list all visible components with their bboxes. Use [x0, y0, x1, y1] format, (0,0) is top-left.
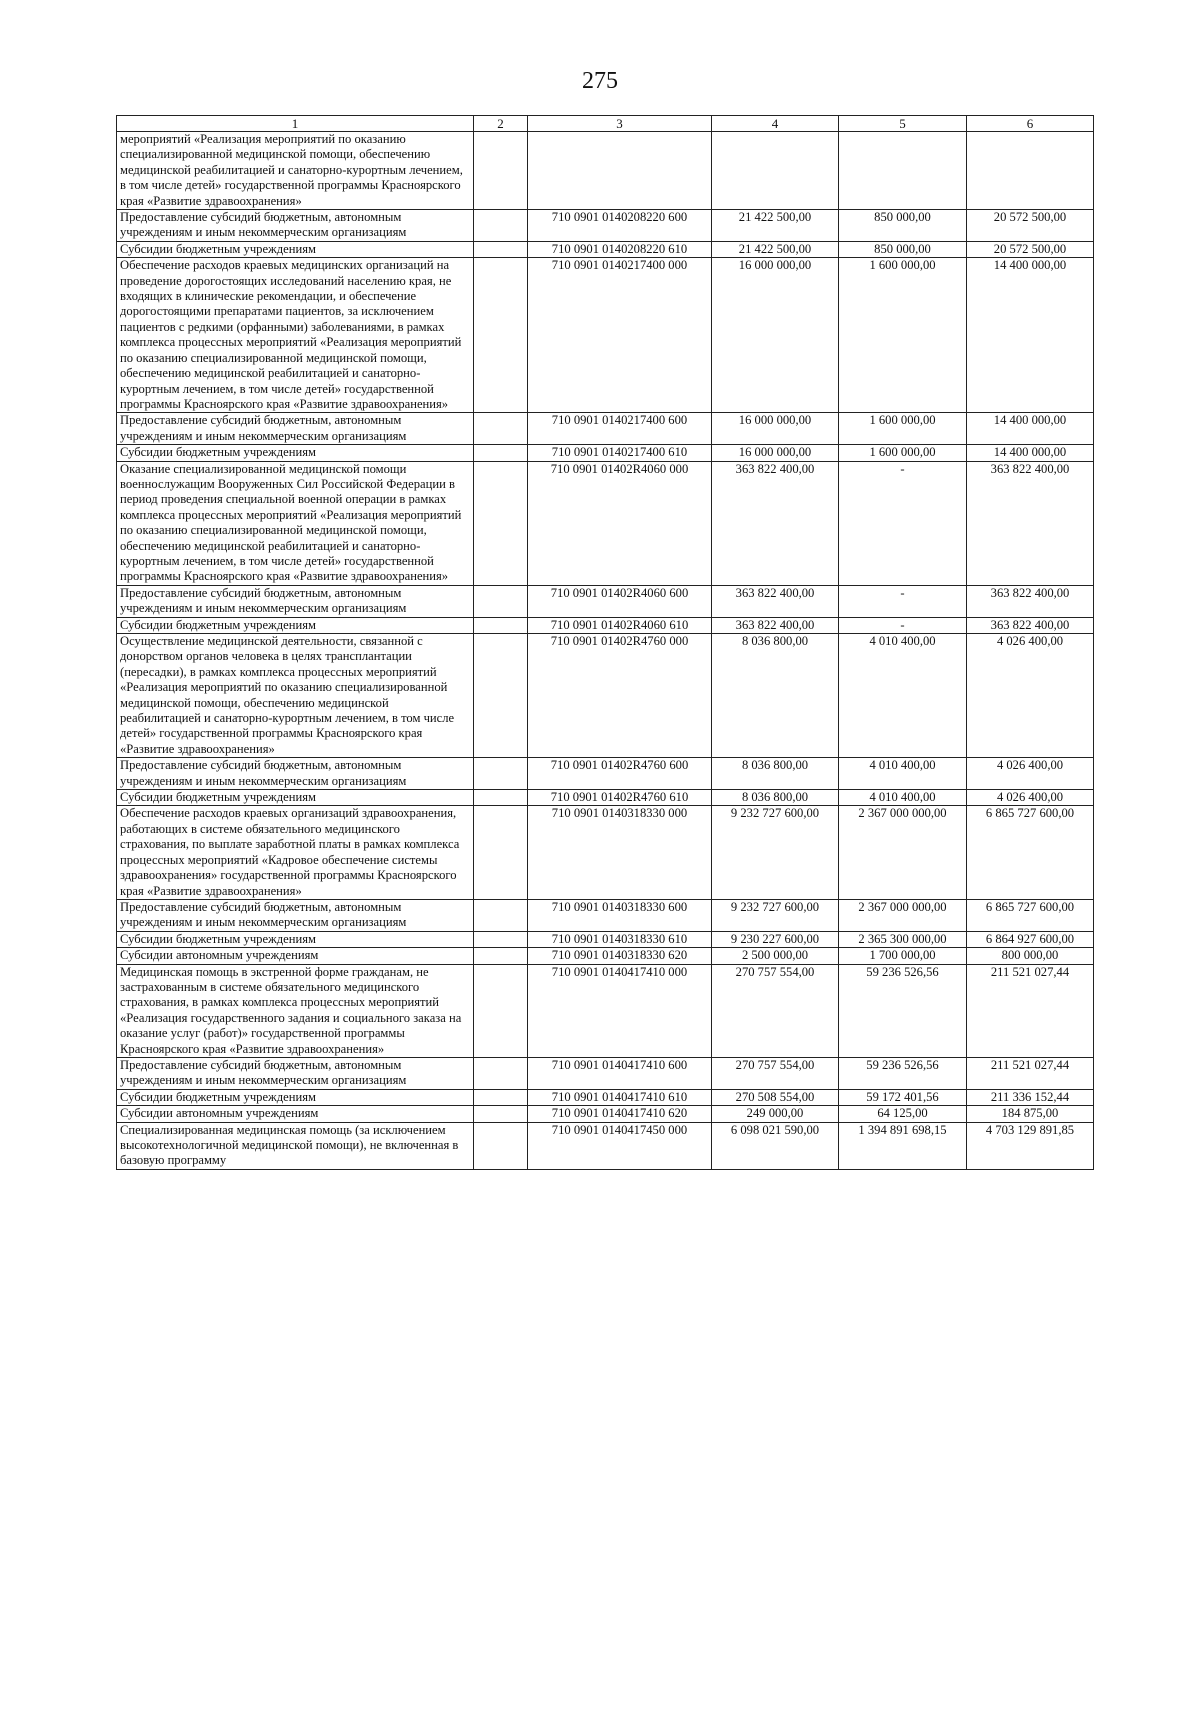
column-2-cell [474, 899, 528, 931]
table-row [117, 758, 1094, 790]
table-row [117, 1106, 1094, 1122]
table-row [117, 132, 1094, 210]
column-2-cell [474, 758, 528, 790]
column-2-cell [474, 1122, 528, 1169]
budget-code-cell: 710 0901 0140318330 610 [528, 931, 712, 947]
amount-col5-cell: 850 000,00 [839, 241, 967, 257]
column-2-cell [474, 931, 528, 947]
amount-col5-cell: 2 367 000 000,00 [839, 899, 967, 931]
budget-code-cell: 710 0901 01402R4060 610 [528, 617, 712, 633]
table-row [117, 1089, 1094, 1105]
column-2-cell [474, 258, 528, 413]
amount-col6-cell: 14 400 000,00 [967, 413, 1094, 445]
amount-col5-cell: 59 236 526,56 [839, 964, 967, 1057]
column-2-cell [474, 1057, 528, 1089]
item-name-cell: Субсидии автономным учреждениям [117, 1106, 474, 1122]
amount-col4-cell: 16 000 000,00 [712, 258, 839, 413]
budget-code-cell: 710 0901 01402R4760 610 [528, 790, 712, 806]
item-name-cell: Обеспечение расходов краевых организаций здравоохранения, работающих в системе обязательного медицинского страхования, по выплате заработной платы в рамках комплекса процессных мероприятий «Кадровое обеспечение системы здравоохранения» государственной программы Красноярского края «Развитие здравоохранения» [117, 806, 474, 899]
amount-col4-cell: 270 757 554,00 [712, 964, 839, 1057]
budget-code-cell: 710 0901 0140217400 000 [528, 258, 712, 413]
budget-code-cell: 710 0901 0140208220 600 [528, 210, 712, 242]
column-2-cell [474, 132, 528, 210]
budget-code-cell: 710 0901 0140318330 000 [528, 806, 712, 899]
table-row [117, 899, 1094, 931]
column-2-cell [474, 964, 528, 1057]
column-2-cell [474, 413, 528, 445]
item-name-cell: Субсидии бюджетным учреждениям [117, 241, 474, 257]
table-row [117, 241, 1094, 257]
table-body [117, 132, 1094, 1170]
budget-code-cell: 710 0901 0140208220 610 [528, 241, 712, 257]
item-name-cell: Предоставление субсидий бюджетным, автономным учреждениям и иным некоммерческим организациям [117, 758, 474, 790]
amount-col5-cell: - [839, 617, 967, 633]
amount-col5-cell: 4 010 400,00 [839, 758, 967, 790]
column-2-cell [474, 445, 528, 461]
amount-col5-cell: 64 125,00 [839, 1106, 967, 1122]
amount-col4-cell: 16 000 000,00 [712, 445, 839, 461]
budget-code-cell: 710 0901 0140217400 600 [528, 413, 712, 445]
table-row [117, 585, 1094, 617]
budget-code-cell: 710 0901 0140318330 620 [528, 948, 712, 964]
table-row [117, 931, 1094, 947]
item-name-cell: Медицинская помощь в экстренной форме гражданам, не застрахованным в системе обязательного медицинского страхования, в рамках комплекса процессных мероприятий «Реализация государственного задания и социального заказа на оказание услуг (работ)» государственной программы Красноярского края «Развитие здравоохранения» [117, 964, 474, 1057]
amount-col4-cell [712, 132, 839, 210]
budget-table [116, 115, 1094, 1170]
amount-col5-cell: 59 236 526,56 [839, 1057, 967, 1089]
amount-col6-cell: 211 336 152,44 [967, 1089, 1094, 1105]
column-2-cell [474, 617, 528, 633]
table-row [117, 634, 1094, 758]
amount-col4-cell: 8 036 800,00 [712, 790, 839, 806]
table-row [117, 948, 1094, 964]
table-row [117, 806, 1094, 899]
amount-col6-cell: 4 703 129 891,85 [967, 1122, 1094, 1169]
column-2-cell [474, 948, 528, 964]
amount-col6-cell: 4 026 400,00 [967, 758, 1094, 790]
page-number: 275 [582, 68, 618, 94]
item-name-cell: Предоставление субсидий бюджетным, автономным учреждениям и иным некоммерческим организациям [117, 585, 474, 617]
amount-col6-cell: 363 822 400,00 [967, 585, 1094, 617]
table-row [117, 617, 1094, 633]
item-name-cell: Обеспечение расходов краевых медицинских организаций на проведение дорогостоящих исследований населению края, не входящих в клинические рекомендации, и обеспечение дорогостоящими препаратами пациентов, за исключением пациентов с редкими (орфанными) заболеваниями, в рамках комплекса процессных мероприятий «Реализация мероприятий по оказанию специализированной медицинской помощи, обеспечению медицинской реабилитацией и санаторно-курортным лечением, в том числе детей» государственной программы Красноярского края «Развитие здравоохранения» [117, 258, 474, 413]
amount-col6-cell: 211 521 027,44 [967, 964, 1094, 1057]
column-header-2: 2 [474, 116, 528, 132]
amount-col6-cell: 211 521 027,44 [967, 1057, 1094, 1089]
amount-col6-cell: 6 865 727 600,00 [967, 806, 1094, 899]
amount-col4-cell: 9 230 227 600,00 [712, 931, 839, 947]
amount-col4-cell: 8 036 800,00 [712, 634, 839, 758]
amount-col4-cell: 16 000 000,00 [712, 413, 839, 445]
amount-col6-cell: 20 572 500,00 [967, 210, 1094, 242]
table-row [117, 445, 1094, 461]
amount-col6-cell: 4 026 400,00 [967, 790, 1094, 806]
amount-col4-cell: 9 232 727 600,00 [712, 806, 839, 899]
budget-code-cell: 710 0901 0140417410 610 [528, 1089, 712, 1105]
amount-col6-cell: 363 822 400,00 [967, 617, 1094, 633]
amount-col5-cell: - [839, 461, 967, 585]
amount-col4-cell: 363 822 400,00 [712, 585, 839, 617]
column-2-cell [474, 210, 528, 242]
budget-code-cell: 710 0901 01402R4760 600 [528, 758, 712, 790]
amount-col5-cell: 2 367 000 000,00 [839, 806, 967, 899]
amount-col4-cell: 249 000,00 [712, 1106, 839, 1122]
column-2-cell [474, 461, 528, 585]
item-name-cell: Субсидии бюджетным учреждениям [117, 1089, 474, 1105]
budget-code-cell: 710 0901 0140417410 600 [528, 1057, 712, 1089]
item-name-cell: Субсидии бюджетным учреждениям [117, 931, 474, 947]
amount-col5-cell: 850 000,00 [839, 210, 967, 242]
amount-col5-cell: 4 010 400,00 [839, 634, 967, 758]
item-name-cell: Предоставление субсидий бюджетным, автономным учреждениям и иным некоммерческим организациям [117, 899, 474, 931]
amount-col5-cell: 1 394 891 698,15 [839, 1122, 967, 1169]
table-row [117, 461, 1094, 585]
amount-col6-cell: 4 026 400,00 [967, 634, 1094, 758]
column-2-cell [474, 1089, 528, 1105]
budget-code-cell: 710 0901 01402R4760 000 [528, 634, 712, 758]
item-name-cell: Предоставление субсидий бюджетным, автономным учреждениям и иным некоммерческим организациям [117, 1057, 474, 1089]
amount-col6-cell: 6 865 727 600,00 [967, 899, 1094, 931]
amount-col4-cell: 21 422 500,00 [712, 210, 839, 242]
amount-col4-cell: 9 232 727 600,00 [712, 899, 839, 931]
budget-code-cell: 710 0901 0140217400 610 [528, 445, 712, 461]
column-2-cell [474, 241, 528, 257]
amount-col4-cell: 270 757 554,00 [712, 1057, 839, 1089]
amount-col6-cell [967, 132, 1094, 210]
amount-col5-cell: 1 600 000,00 [839, 413, 967, 445]
amount-col4-cell: 363 822 400,00 [712, 617, 839, 633]
item-name-cell: Предоставление субсидий бюджетным, автономным учреждениям и иным некоммерческим организациям [117, 210, 474, 242]
amount-col4-cell: 270 508 554,00 [712, 1089, 839, 1105]
amount-col4-cell: 21 422 500,00 [712, 241, 839, 257]
budget-code-cell: 710 0901 01402R4060 000 [528, 461, 712, 585]
amount-col4-cell: 363 822 400,00 [712, 461, 839, 585]
item-name-cell: Предоставление субсидий бюджетным, автономным учреждениям и иным некоммерческим организациям [117, 413, 474, 445]
amount-col6-cell: 20 572 500,00 [967, 241, 1094, 257]
budget-code-cell: 710 0901 0140417450 000 [528, 1122, 712, 1169]
amount-col6-cell: 800 000,00 [967, 948, 1094, 964]
item-name-cell: Оказание специализированной медицинской помощи военнослужащим Вооруженных Сил Российской Федерации в период проведения специальной военной операции в рамках комплекса процессных мероприятий «Реализация мероприятий по оказанию специализированной медицинской помощи, обеспечению медицинской реабилитацией и санаторно-курортным лечением, в том числе детей» государственной программы Красноярского края «Развитие здравоохранения» [117, 461, 474, 585]
amount-col5-cell: - [839, 585, 967, 617]
amount-col5-cell [839, 132, 967, 210]
column-header-4: 4 [712, 116, 839, 132]
amount-col6-cell: 363 822 400,00 [967, 461, 1094, 585]
amount-col6-cell: 6 864 927 600,00 [967, 931, 1094, 947]
item-name-cell: Субсидии бюджетным учреждениям [117, 790, 474, 806]
table-row [117, 413, 1094, 445]
amount-col5-cell: 4 010 400,00 [839, 790, 967, 806]
table-row [117, 1122, 1094, 1169]
column-2-cell [474, 585, 528, 617]
amount-col6-cell: 14 400 000,00 [967, 445, 1094, 461]
table-row [117, 1057, 1094, 1089]
budget-code-cell: 710 0901 0140417410 000 [528, 964, 712, 1057]
table-row [117, 258, 1094, 413]
column-2-cell [474, 790, 528, 806]
amount-col5-cell: 59 172 401,56 [839, 1089, 967, 1105]
item-name-cell: Специализированная медицинская помощь (за исключением высокотехнологичной медицинской помощи), не включенная в базовую программу [117, 1122, 474, 1169]
amount-col6-cell: 14 400 000,00 [967, 258, 1094, 413]
amount-col5-cell: 1 600 000,00 [839, 445, 967, 461]
amount-col4-cell: 8 036 800,00 [712, 758, 839, 790]
table-row [117, 790, 1094, 806]
budget-code-cell: 710 0901 01402R4060 600 [528, 585, 712, 617]
column-header-6: 6 [967, 116, 1094, 132]
budget-code-cell: 710 0901 0140417410 620 [528, 1106, 712, 1122]
amount-col4-cell: 2 500 000,00 [712, 948, 839, 964]
item-name-cell: Субсидии бюджетным учреждениям [117, 445, 474, 461]
amount-col6-cell: 184 875,00 [967, 1106, 1094, 1122]
amount-col5-cell: 1 700 000,00 [839, 948, 967, 964]
column-header-1: 1 [117, 116, 474, 132]
column-header-5: 5 [839, 116, 967, 132]
item-name-cell: мероприятий «Реализация мероприятий по оказанию специализированной медицинской помощи, обеспечению медицинской реабилитацией и санаторно-курортным лечением, в том числе детей» государственной программы Красноярского края «Развитие здравоохранения» [117, 132, 474, 210]
column-header-3: 3 [528, 116, 712, 132]
table-row [117, 964, 1094, 1057]
item-name-cell: Субсидии автономным учреждениям [117, 948, 474, 964]
budget-code-cell [528, 132, 712, 210]
budget-code-cell: 710 0901 0140318330 600 [528, 899, 712, 931]
item-name-cell: Субсидии бюджетным учреждениям [117, 617, 474, 633]
column-2-cell [474, 634, 528, 758]
column-2-cell [474, 806, 528, 899]
amount-col5-cell: 2 365 300 000,00 [839, 931, 967, 947]
table-header-row [117, 116, 1094, 132]
amount-col5-cell: 1 600 000,00 [839, 258, 967, 413]
amount-col4-cell: 6 098 021 590,00 [712, 1122, 839, 1169]
column-2-cell [474, 1106, 528, 1122]
item-name-cell: Осуществление медицинской деятельности, связанной с донорством органов человека в целях трансплантации (пересадки), в рамках комплекса процессных мероприятий «Реализация мероприятий по оказанию специализированной медицинской помощи, обеспечению медицинской реабилитацией и санаторно-курортным лечением, в том числе детей» государственной программы Красноярского края «Развитие здравоохранения» [117, 634, 474, 758]
table-row [117, 210, 1094, 242]
